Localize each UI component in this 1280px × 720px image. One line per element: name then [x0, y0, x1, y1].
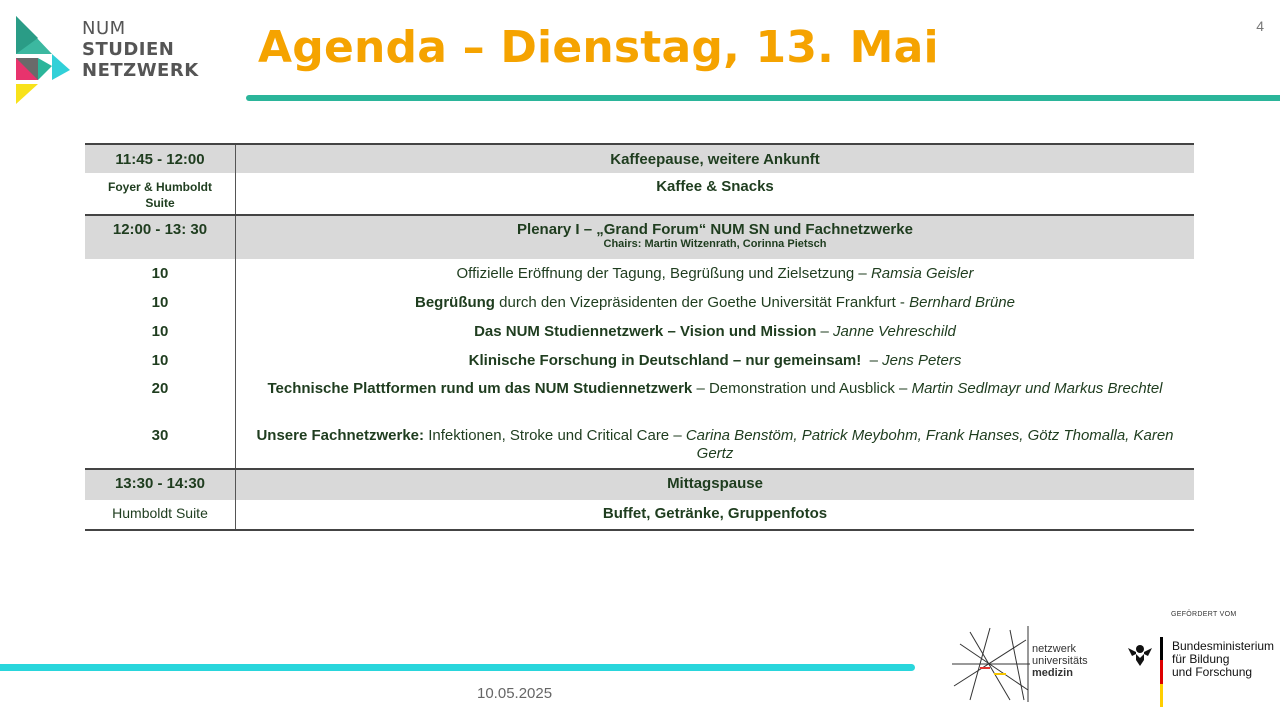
talk-text: – [861, 352, 883, 369]
agenda-row [85, 346, 1194, 374]
duration-cell: 20 [85, 374, 236, 423]
talk-cell [236, 259, 1195, 288]
talk-cell [236, 374, 1195, 423]
agenda-row [85, 500, 1194, 530]
session-title: Buffet, Getränke, Gruppenfotos [236, 500, 1195, 530]
duration-cell: 30 [85, 423, 236, 469]
talk-title: Das NUM Studiennetzwerk – Vision und Mission [474, 323, 817, 340]
ministry-line-2: für Bildung [1172, 652, 1230, 666]
talk-cell [236, 346, 1195, 374]
agenda-table [85, 143, 1194, 531]
agenda-row [85, 317, 1194, 346]
num-logo-text [1032, 643, 1088, 679]
title-rule [246, 95, 1280, 101]
duration-cell: 10 [85, 288, 236, 317]
page-title: Agenda – Dienstag, 13. Mai [258, 22, 939, 73]
german-flag-bar [1160, 637, 1163, 707]
location-cell: Humboldt Suite [85, 500, 236, 530]
duration-cell: 10 [85, 346, 236, 374]
page-number: 4 [1256, 18, 1264, 34]
funded-by-label: GEFÖRDERT VOM [1171, 611, 1237, 618]
agenda-row [85, 173, 1194, 215]
speaker: Carina Benstöm, Patrick Meybohm, Frank Hanses, Götz Thomalla, Karen Gertz [685, 427, 1174, 462]
session-title: Kaffeepause, weitere Ankunft [236, 144, 1195, 173]
agenda-row [85, 469, 1194, 500]
talk-text: durch den Vizepräsidenten der Goethe Universität Frankfurt - [494, 294, 910, 311]
ministry-line-1: Bundesministerium [1172, 639, 1275, 653]
time-cell: 11:45 - 12:00 [85, 144, 236, 173]
speaker: Bernhard Brüne [909, 294, 1015, 311]
federal-eagle-icon [1126, 640, 1154, 668]
logo-line-2: STUDIEN [82, 39, 175, 60]
agenda-row [85, 215, 1194, 259]
footer-date: 10.05.2025 [477, 685, 553, 702]
speaker: Janne Vehreschild [833, 323, 956, 340]
location-cell: Foyer & Humboldt Suite [85, 173, 236, 215]
talk-cell [236, 288, 1195, 317]
num-logo-line-2: universitäts [1032, 655, 1088, 667]
talk-text: Infektionen, Stroke und Critical Care – [424, 427, 686, 444]
duration-cell: 10 [85, 317, 236, 346]
talk-text: – [816, 323, 834, 340]
talk-cell [236, 317, 1195, 346]
speaker: Martin Sedlmayr und Markus Brechtel [911, 380, 1163, 397]
talk-text: Offizielle Eröffnung der Tagung, Begrüßung und Zielsetzung – [456, 265, 871, 282]
ministry-line-3: und Forschung [1172, 665, 1253, 679]
talk-text: – Demonstration und Ausblick – [692, 380, 912, 397]
agenda-row [85, 374, 1194, 423]
bottom-rule [0, 664, 915, 671]
agenda-row [85, 144, 1194, 173]
time-cell: 13:30 - 14:30 [85, 469, 236, 500]
logo-line-1: NUM [82, 18, 126, 39]
ministry-text [1172, 640, 1274, 679]
talk-cell [236, 423, 1195, 469]
speaker: Jens Peters [882, 352, 962, 369]
duration-cell: 10 [85, 259, 236, 288]
agenda-row [85, 423, 1194, 469]
session-title: Plenary I – „Grand Forum“ NUM SN und Fachnetzwerke [517, 221, 913, 238]
talk-title: Unsere Fachnetzwerke: [256, 427, 425, 444]
agenda-row [85, 288, 1194, 317]
session-title-cell [236, 215, 1195, 259]
time-cell: 12:00 - 13: 30 [85, 215, 236, 259]
num-logo-line-3: medizin [1032, 667, 1073, 679]
speaker: Ramsia Geisler [870, 265, 974, 282]
talk-title: Begrüßung [414, 294, 495, 311]
session-chairs: Chairs: Martin Witzenrath, Corinna Pietsch [603, 238, 827, 250]
session-title: Mittagspause [236, 469, 1195, 500]
talk-title: Technische Plattformen rund um das NUM Studiennetzwerk [267, 380, 693, 397]
logo-line-3: NETZWERK [82, 60, 199, 81]
session-title: Kaffee & Snacks [656, 178, 774, 195]
agenda-row [85, 259, 1194, 288]
num-logo-line-1: netzwerk [1032, 643, 1077, 655]
logo-text [82, 18, 199, 81]
talk-title: Klinische Forschung in Deutschland – nur gemeinsam! [468, 352, 862, 369]
